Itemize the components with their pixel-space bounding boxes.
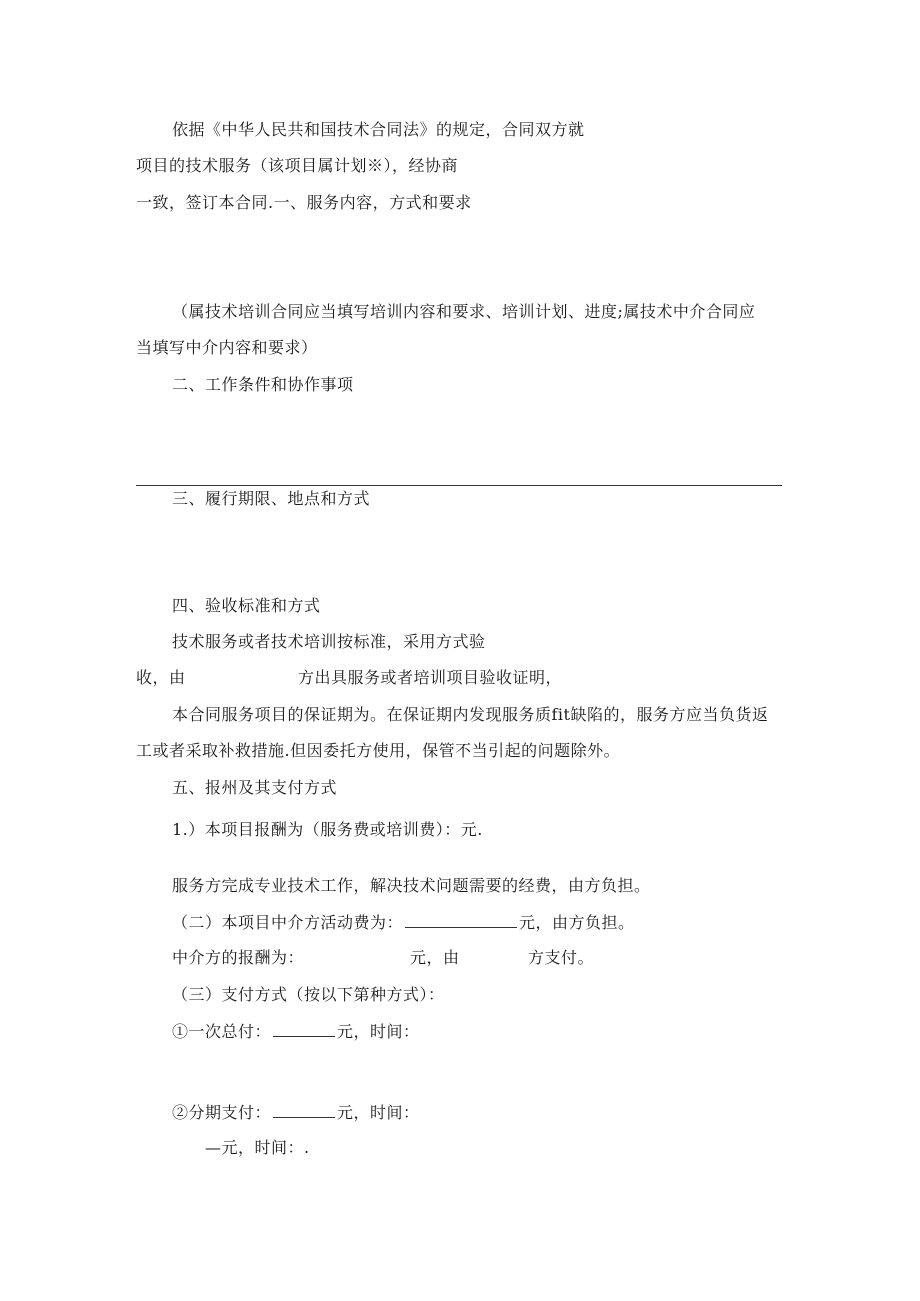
section-4-heading: 四、验收标准和方式 bbox=[172, 596, 321, 615]
section-2-heading: 二、工作条件和协作事项 bbox=[172, 375, 354, 394]
acceptance-line1: 技术服务或者技术培训按标准，采用方式验 bbox=[172, 632, 486, 651]
section-3-heading: 三、履行期限、地点和方式 bbox=[172, 489, 371, 508]
expense-line: 服务方完成专业技术工作，解决技术问题需要的经费，由方负担。 bbox=[172, 876, 651, 895]
intermediary-fee-tail: 元，由方负担。 bbox=[519, 913, 635, 932]
paragraph-intro-line3: 一致，签订本合同.一、服务内容，方式和要求 bbox=[136, 193, 472, 212]
installment-line bbox=[172, 1102, 420, 1123]
payment-amount-line: 1.）本项目报酬为（服务费或培训费）：元. bbox=[172, 820, 483, 839]
acceptance-line2-end: 方出具服务或者培训项目验收证明， bbox=[298, 668, 563, 687]
intermediary-fee-line bbox=[172, 912, 635, 933]
note-line2: 当填写中介内容和要求） bbox=[136, 338, 318, 357]
warranty-line2: 工或者采取补救措施.但因委托方使用，保管不当引起的问题除外。 bbox=[136, 741, 621, 760]
divider-line bbox=[136, 485, 782, 486]
installment-label: ②分期支付： bbox=[172, 1103, 272, 1122]
lump-sum-line bbox=[172, 1021, 420, 1042]
paragraph-intro-line2: 项目的技术服务（该项目属计划※），经协商 bbox=[136, 156, 459, 175]
installment-tail: 元，时间： bbox=[337, 1103, 420, 1122]
intermediary-pay-mid: 元，由 bbox=[410, 948, 460, 967]
lump-sum-label: ①一次总付： bbox=[172, 1022, 272, 1041]
section-5-heading: 五、报州及其支付方式 bbox=[172, 778, 338, 797]
intermediary-pay-tail: 方支付。 bbox=[528, 948, 595, 967]
note-line1: （属技术培训合同应当填写培训内容和要求、培训计划、进度;属技术中介合同应 bbox=[172, 302, 756, 321]
acceptance-line2-start: 收，由 bbox=[136, 668, 186, 687]
intermediary-fee-blank[interactable] bbox=[405, 912, 517, 928]
paragraph-intro-line1: 依据《中华人民共和国技术合同法》的规定，合同双方就 bbox=[172, 120, 585, 139]
installment-second-line: —元，时间：. bbox=[205, 1138, 310, 1157]
lump-sum-tail: 元，时间： bbox=[337, 1022, 420, 1041]
installment-blank[interactable] bbox=[273, 1102, 335, 1118]
intermediary-fee-label: （二）本项目中介方活动费为： bbox=[172, 913, 404, 932]
payment-method-line: （三）支付方式（按以下第种方式）： bbox=[172, 985, 445, 1004]
warranty-line1: 本合同服务项目的保证期为。在保证期内发现服务质fit缺陷的，服务方应当负货返 bbox=[172, 705, 769, 724]
lump-sum-blank[interactable] bbox=[273, 1021, 335, 1037]
intermediary-pay-label: 中介方的报酬为： bbox=[172, 948, 305, 967]
